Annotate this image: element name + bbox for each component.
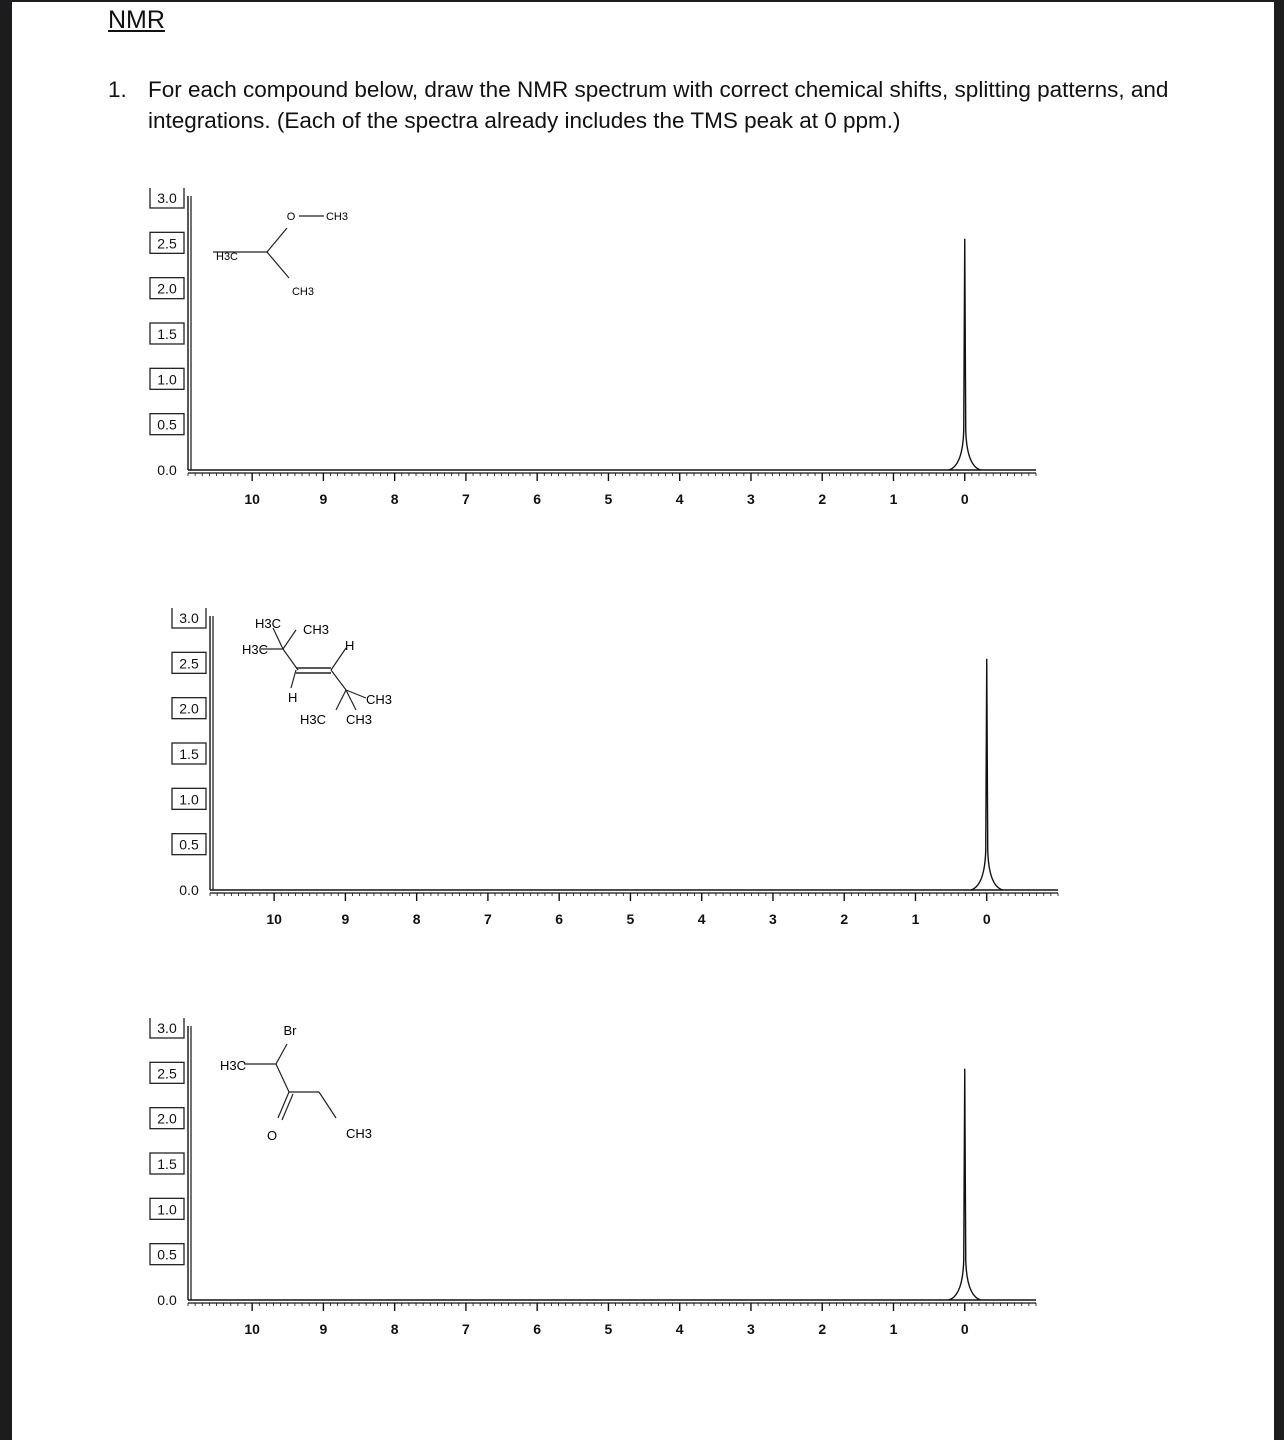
nmr-spectrum-3	[124, 1018, 1044, 1358]
x-tick-label: 0	[982, 911, 991, 927]
x-tick-label: 2	[840, 911, 849, 927]
x-tick-label: 10	[266, 911, 282, 927]
x-tick-label: 7	[462, 491, 470, 507]
x-tick-label: 8	[390, 491, 399, 507]
mol-label: Br	[283, 1023, 297, 1038]
x-tick-label: 0	[960, 491, 969, 507]
bond	[283, 649, 298, 670]
x-tick-label: 6	[533, 491, 542, 507]
y-tick-label: 3.0	[157, 190, 177, 206]
x-tick-label: 4	[675, 1321, 684, 1337]
mol-label: H3C	[255, 616, 282, 631]
x-tick-label: 8	[412, 911, 421, 927]
x-tick-label: 1	[911, 911, 920, 927]
bond	[267, 228, 287, 252]
mol-label: H	[288, 690, 298, 705]
y-tick-label: 0.5	[179, 836, 199, 853]
bond	[282, 1094, 293, 1120]
x-tick-label: 3	[747, 1321, 755, 1337]
y-tick-label: 1.0	[157, 1201, 177, 1218]
document-page	[12, 2, 1274, 1440]
x-tick-label: 9	[319, 491, 328, 507]
bond	[291, 670, 296, 688]
bond	[336, 690, 346, 710]
x-tick-label: 7	[484, 911, 492, 927]
bond	[319, 1092, 336, 1118]
x-tick-label: 2	[818, 1321, 827, 1337]
y-tick-label: 0.5	[157, 1246, 177, 1263]
mol-label: O	[286, 211, 296, 223]
y-tick-label: 0.0	[157, 462, 177, 478]
y-tick-label: 0.0	[157, 1292, 177, 1308]
x-tick-label: 9	[319, 1321, 328, 1337]
mol-label: H3C	[220, 1058, 247, 1073]
y-tick-label: 2.5	[157, 1065, 177, 1082]
question-number: 1.	[108, 77, 127, 102]
question-text: For each compound below, draw the NMR spectrum with correct chemical shifts, splitting patterns, and integrations. (Each of the spectra already includes the TMS peak at 0 ppm.)	[148, 77, 1169, 133]
tms-peak	[949, 1069, 981, 1300]
y-tick-label: 3.0	[179, 610, 199, 626]
x-tick-label: 5	[626, 911, 635, 927]
bond	[276, 1064, 289, 1092]
molecule-3-structure	[220, 1023, 372, 1143]
nmr-spectrum-1	[124, 188, 1044, 528]
y-tick-label: 2.0	[179, 700, 199, 717]
x-tick-label: 2	[818, 491, 827, 507]
x-tick-label: 8	[390, 1321, 399, 1337]
y-tick-label: 1.0	[179, 791, 199, 808]
x-tick-label: 6	[555, 911, 564, 927]
mol-label: H	[345, 638, 355, 653]
y-tick-label: 1.5	[157, 1156, 177, 1172]
x-tick-label: 4	[697, 911, 706, 927]
mol-label: CH3	[346, 712, 373, 727]
x-tick-label: 1	[889, 1321, 898, 1337]
y-tick-label: 1.5	[179, 746, 199, 762]
y-tick-label: 0.0	[179, 882, 199, 898]
x-tick-label: 0	[960, 1321, 969, 1337]
bond	[331, 648, 346, 670]
question-1	[108, 74, 1188, 136]
bond	[331, 670, 346, 690]
bond	[276, 1044, 287, 1064]
x-tick-label: 10	[244, 1321, 260, 1337]
mol-label: H3C	[300, 712, 327, 727]
y-tick-label: 2.0	[157, 280, 177, 297]
y-tick-label: 2.5	[157, 235, 177, 252]
bond	[283, 630, 296, 649]
tms-peak	[971, 659, 1003, 890]
y-tick-label: 1.0	[157, 371, 177, 388]
y-tick-label: 2.0	[157, 1110, 177, 1127]
x-tick-label: 6	[533, 1321, 542, 1337]
y-tick-label: 2.5	[179, 655, 199, 672]
x-tick-label: 1	[889, 491, 898, 507]
mol-label: CH3	[291, 286, 315, 298]
x-tick-label: 3	[747, 491, 755, 507]
x-tick-label: 10	[244, 491, 260, 507]
bond	[273, 628, 283, 649]
y-tick-label: 0.5	[157, 416, 177, 433]
tms-peak	[949, 239, 981, 470]
mol-label: H3C	[216, 251, 239, 263]
molecule-2-structure	[242, 616, 392, 727]
mol-label: CH3	[303, 622, 330, 637]
y-tick-label: 3.0	[157, 1020, 177, 1036]
y-tick-label: 1.5	[157, 326, 177, 342]
x-tick-label: 9	[341, 911, 350, 927]
bond	[278, 1092, 289, 1118]
x-tick-label: 4	[675, 491, 684, 507]
bond	[267, 252, 289, 278]
mol-label: H3C	[242, 642, 269, 657]
nmr-spectrum-2	[146, 608, 1066, 948]
molecule-1-structure	[213, 211, 348, 298]
x-tick-label: 5	[604, 491, 613, 507]
mol-label: CH3	[366, 692, 393, 707]
x-tick-label: 5	[604, 1321, 613, 1337]
x-tick-label: 3	[769, 911, 777, 927]
document-title: NMR	[108, 6, 165, 34]
mol-label: CH3	[346, 1126, 373, 1141]
x-tick-label: 7	[462, 1321, 470, 1337]
mol-label: O	[267, 1128, 278, 1143]
mol-label: CH3	[325, 211, 349, 223]
